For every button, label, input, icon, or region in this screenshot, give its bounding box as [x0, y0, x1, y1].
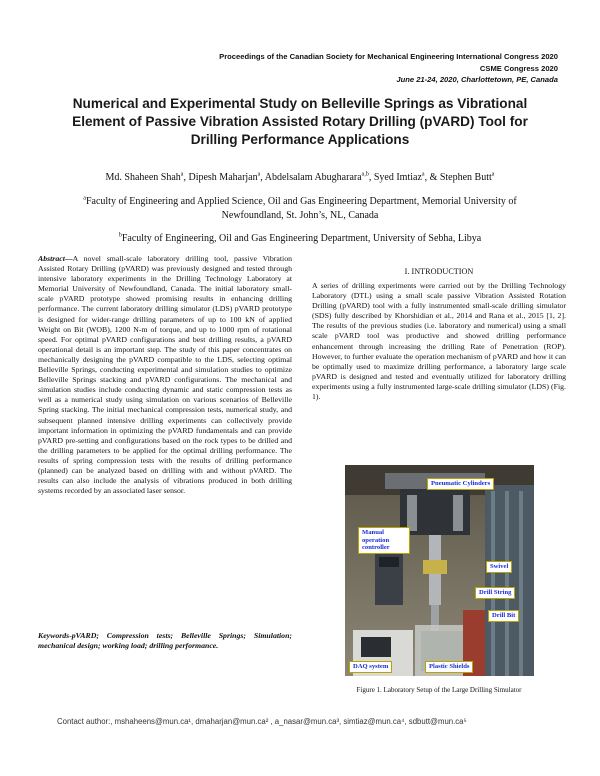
author-separator: ,	[260, 172, 265, 183]
author-separator: ,	[183, 172, 189, 183]
author-name: Syed Imtiaz	[373, 172, 422, 183]
author-affiliation-mark: a	[421, 171, 425, 178]
affiliation-a	[60, 195, 540, 222]
introduction-body: A series of drilling experiments were carried out by the Drilling Technology Laboratory (DTL) using a small scale passive Vibration Assisted Rotation Drilling (pVARD) tool with a fully instrumented small-scale drilling simulator (SDS) fully described by Khorshidian et al., 2014 and Rana et al., 2015 [1, 2]. The results of the previous studies (i.e. laboratory and numerical) using a small scale pVARD tool was productive and showed drilling performance enhancement through increasing the drilling Rate of Penetration (ROP). However, to further evaluate the operation mechanism of pVARD and how it can be optimally used to maximize drilling performance, a laboratory large scale pVARD is designed and tested and eventually utilized for laboratory drilling experiments using a fully instrumented large-scale drilling simulator (LDS) (Fig. 1).	[312, 281, 566, 402]
title-line-3: Drilling Performance Applications	[190, 132, 410, 147]
proceedings-header	[219, 51, 558, 86]
label-manual-operation-controller: Manual operation controller	[358, 527, 410, 554]
label-swivel: Swivel	[486, 561, 512, 573]
contact-authors: Contact author:, mshaheens@mun.ca¹, dmaharjan@mun.ca² , a_nasar@mun.ca³, simtiaz@mun.ca⁴, sdbutt@mun.ca⁵	[57, 717, 467, 726]
title-line-2: Element of Passive Vibration Assisted Rotary Drilling (pVARD) Tool for	[72, 114, 528, 129]
author-name: Abdelsalam Abugharara	[264, 172, 362, 183]
author-separator: , &	[424, 172, 440, 183]
author-name: Stephen Butt	[439, 172, 492, 183]
proceedings-line-3: June 21-24, 2020, Charlottetown, PE, Canada	[396, 75, 558, 84]
author-list	[40, 172, 560, 183]
author-name: Dipesh Maharjan	[188, 172, 258, 183]
label-daq-system: DAQ system	[349, 661, 392, 673]
proceedings-line-1: Proceedings of the Canadian Society for Mechanical Engineering International Congress 2020	[219, 52, 558, 61]
author-affiliation-mark: a	[257, 171, 261, 178]
label-pneumatic-cylinders: Pneumatic Cylinders	[427, 478, 494, 490]
abstract-body: A novel small-scale laboratory drilling tool, passive Vibration Assisted Rotary Drilling (pVARD) was previously designed and tested through intensive laboratory experiments in the Drilling Technology Laboratory at Memorial University of Newfoundland, Canada. The initial laboratory small-scale pVARD prototype showed promising results in enhancing drilling performance. The current laboratory drilling simulator (LDS) pVARD prototype is designed for wider-range drilling parameters of up to 100 kN of applied Weight on Bit (WOB), 1200 N-m of torque, and up to 1000 rpm of rotational speed. For optimal pVARD configurations and best drilling results, a pVARD operational detail is an important step. The study of this paper concentrates on mechanically designing the pVARD compatible to the LDS, selecting optimal Belleville Springs, conducting experimental and simulation studies to optimize Belleville Springs stacking and pVARD configurations. The mechanical and simulation studies include conducting dynamic and static compression tests as well as a numerical study using simulation on various scenarios of Belleville Spring stacking. The initial mechanical compression tests, numerical study, and subsequent planned intensive drilling experiments can collectively provide important information in optimizing the pVARD fundamentals and can provide pVARD pre-setting and configurations based on the rock types to be drilled and the drilling parameters to be applied for the optimal drilling performance. The results of spring compression tests with the results of drilling performance (planned) can be analyzed based on drilling with and without pVARD. The results can also include the analysis of vibrations produced in both drilling systems recorded by an associated laser sensor.	[38, 254, 292, 496]
label-drill-bit: Drill Bit	[488, 610, 519, 622]
affiliation-a-line-1: Faculty of Engineering and Applied Science, Oil and Gas Engineering Department, Memorial University of	[85, 196, 517, 207]
section-heading-introduction: I. INTRODUCTION	[404, 267, 474, 276]
paper-title	[40, 95, 560, 149]
lab-setup-photo	[345, 465, 534, 676]
keywords: Keywords-pVARD; Compression tests; Belleville Springs; Simulation; mechanical design; working load; drilling performance.	[38, 631, 292, 651]
author-affiliation-mark: a,b	[361, 171, 369, 178]
author-affiliation-mark: a	[491, 171, 495, 178]
affiliation-a-mark: a	[83, 195, 86, 202]
affiliation-b-text: Faculty of Engineering, Oil and Gas Engineering Department, University of Sebha, Libya	[121, 233, 482, 244]
author-separator: ,	[368, 172, 374, 183]
label-drill-string: Drill String	[475, 587, 515, 599]
abstract	[38, 254, 292, 496]
author-name: Md. Shaheen Shah	[105, 172, 181, 183]
figure-caption: Figure 1. Laboratory Setup of the Large Drilling Simulator	[356, 686, 522, 694]
title-line-1: Numerical and Experimental Study on Belleville Springs as Vibrational	[72, 96, 528, 111]
author-affiliation-mark: a	[180, 171, 184, 178]
affiliation-b	[40, 233, 560, 244]
affiliation-a-line-2: Newfoundland, St. John’s, NL, Canada	[221, 209, 379, 221]
affiliation-b-mark: b	[118, 232, 122, 239]
proceedings-line-2: CSME Congress 2020	[479, 63, 558, 73]
abstract-lead: Abstract—	[38, 254, 73, 263]
label-plastic-shields: Plastic Shields	[425, 661, 473, 673]
